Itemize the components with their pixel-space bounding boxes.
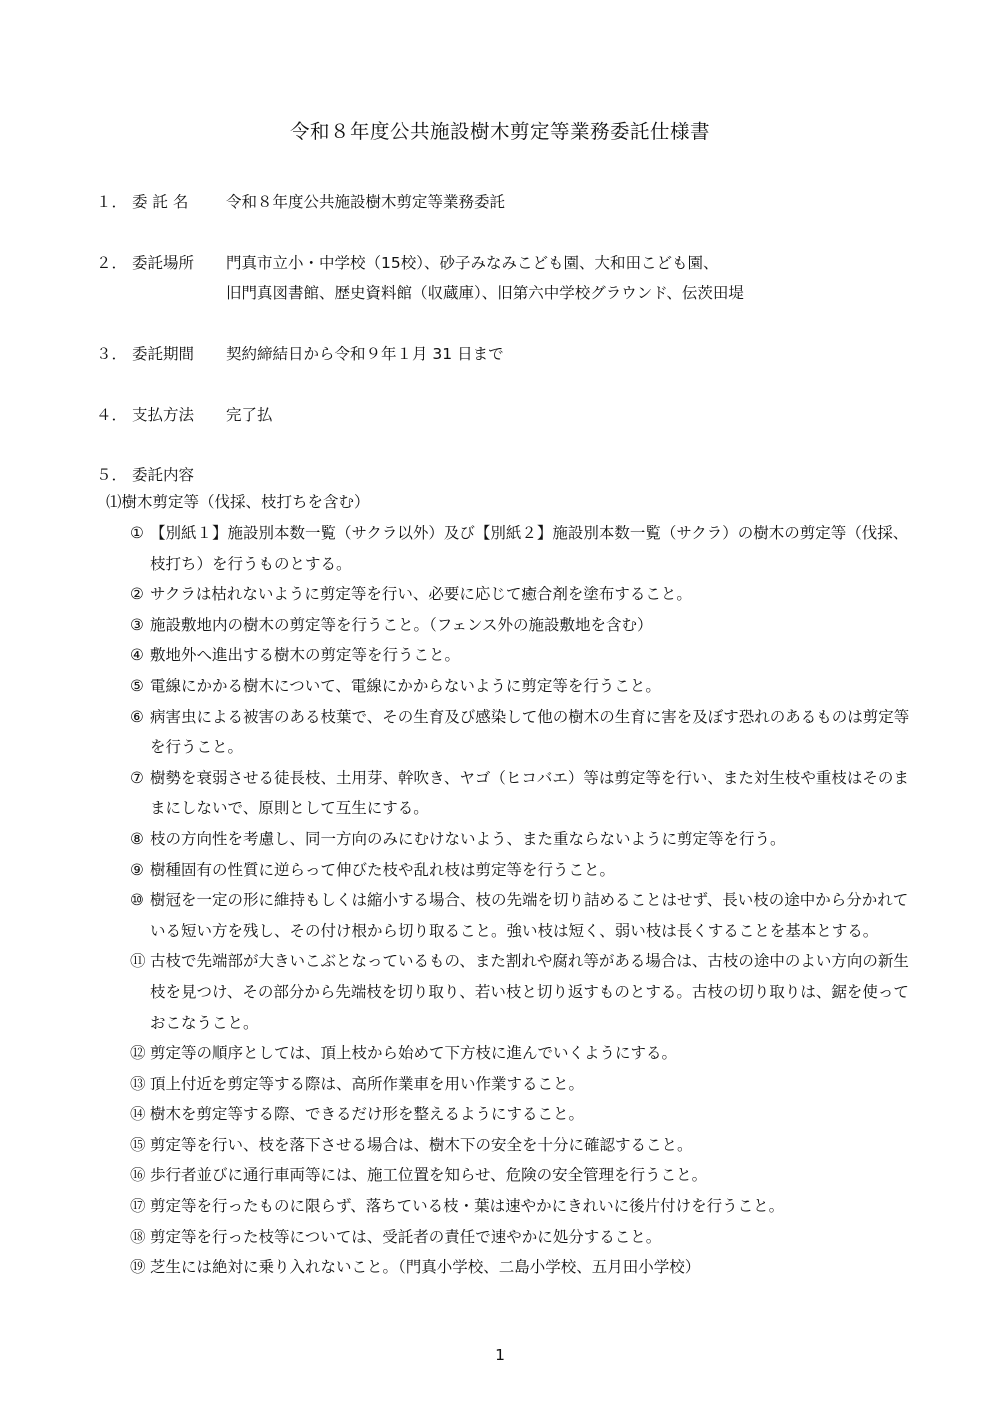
section-label: 委託内容 xyxy=(132,466,195,484)
list-item-text: 剪定等を行い、枝を落下させる場合は、樹木下の安全を十分に確認すること。 xyxy=(150,1135,693,1154)
list-item-text: 施設敷地内の樹木の剪定等を行うこと。（フェンス外の施設敷地を含む） xyxy=(150,615,653,634)
list-item-number: ⑱ xyxy=(130,1227,146,1246)
section-label: 委託期間 xyxy=(132,345,195,363)
list-item xyxy=(130,855,910,886)
section-payment-method xyxy=(96,400,273,430)
list-item xyxy=(130,1160,910,1191)
list-item xyxy=(130,824,910,855)
list-item-text: 樹種固有の性質に逆らって伸びた枝や乱れ枝は剪定等を行うこと。 xyxy=(150,860,616,879)
list-item xyxy=(130,1069,910,1100)
list-item-text: 歩行者並びに通行車両等には、施工位置を知らせ、危険の安全管理を行うこと。 xyxy=(150,1166,708,1185)
list-item-number: ⑲ xyxy=(130,1258,146,1277)
section-value-continuation: 旧門真図書館、歴史資料館（収蔵庫）、旧第六中学校グラウンド、伝茨田堤 xyxy=(226,284,744,302)
list-item xyxy=(130,1130,910,1161)
list-item-text: 電線にかかる樹木について、電線にかからないように剪定等を行うこと。 xyxy=(150,676,661,695)
section-number: ２． xyxy=(96,254,128,272)
list-item xyxy=(130,1099,910,1130)
list-item xyxy=(130,1252,910,1283)
section-contract-period xyxy=(96,339,504,369)
list-item-text: 樹勢を衰弱させる徒長枝、土用芽、幹吹き、ヤゴ（ヒコバエ）等は剪定等を行い、また対生枝や重枝はそのままにしないで、原則として互生にする。 xyxy=(150,768,909,818)
list-item-number: ① xyxy=(130,524,144,542)
list-item-number: ⑧ xyxy=(130,829,144,848)
list-item-number: ⑤ xyxy=(130,676,144,695)
list-item-text: 樹木を剪定等する際、できるだけ形を整えるようにすること。 xyxy=(150,1105,585,1124)
list-item-number: ⑫ xyxy=(130,1044,146,1063)
section-label: 支払方法 xyxy=(132,406,195,424)
list-item-text: 【別紙１】施設別本数一覧（サクラ以外）及び【別紙２】施設別本数一覧（サクラ）の樹木の剪定等（伐採、枝打ち）を行うものとする。 xyxy=(150,524,909,573)
list-item xyxy=(130,1191,910,1222)
section-value: 令和８年度公共施設樹木剪定等業務委託 xyxy=(226,193,506,211)
list-item-number: ⑩ xyxy=(130,891,144,910)
list-item-text: 病害虫による被害のある枝葉で、その生育及び感染して他の樹木の生育に害を及ぼす恐れのあるものは剪定等を行うこと。 xyxy=(150,707,910,757)
list-item xyxy=(130,702,910,763)
list-item xyxy=(130,518,910,579)
list-item xyxy=(130,946,910,1038)
list-item-text: 古枝で先端部が大きいこぶとなっているもの、また割れや腐れ等がある場合は、古枝の途中のよい方向の新生枝を見つけ、その部分から先端枝を切り取り、若い枝と切り返すものとする。古枝の切り取りは、鋸を使っておこなうこと。 xyxy=(150,952,909,1032)
section-number: ４． xyxy=(96,406,128,424)
list-item-text: サクラは枯れないように剪定等を行い、必要に応じて癒合剤を塗布すること。 xyxy=(150,585,692,604)
section-number: ５． xyxy=(96,466,128,484)
section-contract-name xyxy=(96,187,505,217)
section-value: 門真市立小・中学校（15校）、砂子みなみこども園、大和田こども園、 xyxy=(226,254,719,272)
list-item-number: ⑯ xyxy=(130,1166,146,1185)
list-item xyxy=(130,640,910,671)
list-item-text: 剪定等を行った枝等については、受託者の責任で速やかに処分すること。 xyxy=(150,1227,662,1246)
list-item-text: 頂上付近を剪定等する際は、高所作業車を用い作業すること。 xyxy=(150,1074,585,1093)
list-item xyxy=(130,1038,910,1069)
page-number: 1 xyxy=(495,1346,505,1364)
list-item-number: ③ xyxy=(130,615,144,634)
list-item xyxy=(130,579,910,610)
list-item-number: ⑰ xyxy=(130,1197,146,1216)
document-title: 令和８年度公共施設樹木剪定等業務委託仕様書 xyxy=(289,120,710,143)
section-value: 契約締結日から令和９年１月 31 日まで xyxy=(226,345,504,363)
requirements-list xyxy=(130,518,910,1283)
list-item-text: 剪定等を行ったものに限らず、落ちている枝・葉は速やかにきれいに後片付けを行うこと。 xyxy=(150,1197,785,1216)
list-item-number: ⑥ xyxy=(130,707,144,726)
section-label: 委託場所 xyxy=(132,254,195,272)
section-contract-location xyxy=(96,248,718,278)
list-item xyxy=(130,1222,910,1253)
list-item xyxy=(130,763,910,824)
section-number: ３． xyxy=(96,345,128,363)
list-item xyxy=(130,610,910,641)
list-item-number: ⑦ xyxy=(130,768,144,787)
list-item-number: ② xyxy=(130,585,144,604)
list-item-number: ④ xyxy=(130,646,144,665)
section-value: 完了払 xyxy=(226,406,273,424)
list-item xyxy=(130,671,910,702)
section-contract-content xyxy=(96,460,226,490)
section-label: 委 託 名 xyxy=(132,193,189,211)
list-item-number: ⑪ xyxy=(130,952,146,971)
list-item-number: ⑨ xyxy=(130,860,144,879)
subsection-heading: ⑴樹木剪定等（伐採、枝打ちを含む） xyxy=(106,493,370,511)
list-item-text: 剪定等の順序としては、頂上枝から始めて下方枝に進んでいくようにする。 xyxy=(150,1044,678,1063)
list-item-number: ⑬ xyxy=(130,1074,146,1093)
list-item-number: ⑭ xyxy=(130,1105,146,1124)
list-item xyxy=(130,885,910,946)
list-item-text: 敷地外へ進出する樹木の剪定等を行うこと。 xyxy=(150,646,461,665)
list-item-number: ⑮ xyxy=(130,1135,146,1154)
list-item-text: 枝の方向性を考慮し、同一方向のみにむけないよう、また重ならないように剪定等を行う。 xyxy=(150,829,786,848)
section-number: １． xyxy=(96,193,128,211)
list-item-text: 樹冠を一定の形に維持もしくは縮小する場合、枝の先端を切り詰めることはせず、長い枝の途中から分かれている短い方を残し、その付け根から切り取ること。強い枝は短く、弱い枝は長くすることを基本とする。 xyxy=(150,891,909,940)
list-item-text: 芝生には絶対に乗り入れないこと。（門真小学校、二島小学校、五月田小学校） xyxy=(150,1258,701,1277)
